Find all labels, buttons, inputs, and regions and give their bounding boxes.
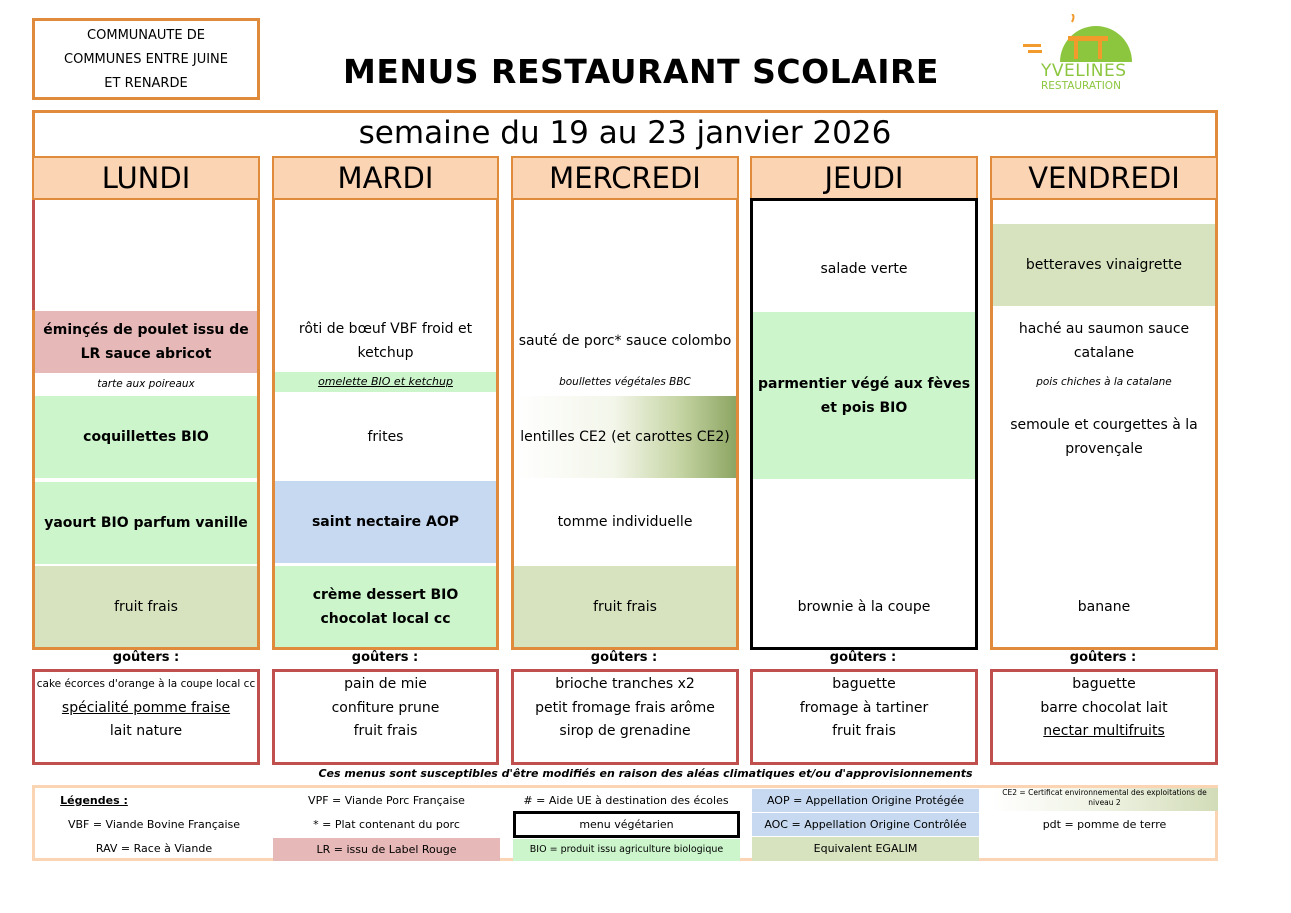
gouter-label-jeudi: goûters : [829, 650, 897, 665]
gouter-label-mercredi: goûters : [590, 650, 658, 665]
empty-starter-cell [32, 200, 254, 310]
gouter-label-mardi: goûters : [351, 650, 419, 665]
legend-aide-ue: # = Aide UE à destination des écoles [523, 794, 729, 807]
day-header-mardi: MARDI [272, 156, 499, 200]
organization-box [32, 18, 260, 100]
legend-vbf: VBF = Viande Bovine Française [67, 818, 241, 831]
legend-bio: BIO = produit issu agriculture biologique [513, 839, 740, 861]
logo-graphic [1020, 14, 1140, 64]
legend-egalim: Equivalent EGALIM [752, 837, 979, 861]
logo-line-2: RESTAURATION [1041, 80, 1121, 92]
gouter-box-vendredi [990, 669, 1218, 765]
yvelines-restauration-logo [1020, 14, 1140, 94]
legend-aop: AOP = Appellation Origine Protégée [752, 789, 979, 812]
gouter-item: cake écorces d'orange à la coupe local cc [36, 678, 256, 690]
main-dish-cell: haché au saumon sauce catalane [1018, 321, 1190, 361]
day-header-mercredi: MERCREDI [511, 156, 739, 200]
day-column-jeudi [750, 198, 978, 650]
gouter-item: confiture prune [331, 699, 440, 716]
gouter-item: lait nature [109, 723, 183, 739]
legend-vpf: VPF = Viande Porc Française [308, 794, 465, 807]
side-dish-cell: coquillettes BIO [35, 396, 257, 478]
gouter-box-jeudi [750, 669, 978, 765]
org-line-1: COMMUNAUTE DE [87, 28, 205, 43]
week-text: semaine du 19 au 23 janvier 2026 [358, 115, 892, 151]
gouter-item: fromage à tartiner [799, 699, 929, 716]
legend-label-rouge: LR = issu de Label Rouge [273, 838, 500, 861]
legend-box [32, 785, 1218, 861]
day-column-lundi [32, 200, 260, 650]
dairy-cell: saint nectaire AOP [275, 481, 496, 563]
main-dish-cell: éminçés de poulet issu de LR sauce abricot [35, 311, 257, 373]
day-header-lundi: LUNDI [32, 156, 260, 200]
legend-rav: RAV = Race à Viande [95, 842, 213, 855]
side-dish-cell: semoule et courgettes à la provençale [1010, 417, 1198, 457]
gouter-item: nectar multifruits [1043, 723, 1165, 739]
gouter-label-vendredi: goûters : [1069, 650, 1137, 665]
dessert-cell: banane [1077, 598, 1131, 615]
gouter-item: baguette [1072, 676, 1136, 692]
legend-porc: * = Plat contenant du porc [313, 818, 460, 831]
main-dish-cell: rôti de bœuf VBF froid et ketchup [298, 321, 473, 361]
starter-cell: salade verte [820, 261, 908, 277]
legend-ce2: CE2 = Certificat environnemental des exploitations de niveau 2 [991, 788, 1218, 811]
vegetarian-alternative-cell: omelette BIO et ketchup [275, 372, 496, 392]
gouter-box-mercredi [511, 669, 739, 765]
day-header-vendredi: VENDREDI [990, 156, 1218, 200]
main-dish-cell: parmentier végé aux fèves et pois BIO [753, 312, 975, 479]
main-dish-cell: sauté de porc* sauce colombo [518, 333, 732, 349]
gouter-label-lundi: goûters : [112, 650, 180, 665]
org-line-2: COMMUNES ENTRE JUINE [64, 52, 228, 67]
disclaimer-note: Ces menus sont susceptibles d'être modifiés en raison des aléas climatiques et/ou d'approvisionnements [318, 767, 973, 780]
gouter-item: brioche tranches x2 [555, 676, 695, 692]
dessert-cell: crème dessert BIO chocolat local cc [275, 566, 496, 647]
logo-line-1: YVELINES [1041, 61, 1127, 81]
vegetarian-alternative-cell: pois chiches à la catalane [1036, 376, 1172, 388]
side-dish-cell: frites [367, 429, 404, 445]
day-column-mardi [272, 200, 499, 650]
gouter-box-mardi [272, 669, 499, 765]
day-column-mercredi [511, 200, 739, 650]
gouter-item: fruit frais [353, 723, 418, 739]
gouter-item: pain de mie [344, 676, 427, 692]
week-banner [32, 110, 1218, 158]
legend-menu-vegetarien: menu végétarien [513, 811, 740, 838]
dessert-cell: brownie à la coupe [797, 599, 931, 615]
dessert-cell: fruit frais [514, 566, 736, 647]
gouter-item: spécialité pomme fraise [61, 699, 231, 716]
gouter-item: petit fromage frais arôme [535, 699, 715, 716]
dairy-cell: yaourt BIO parfum vanille [35, 482, 257, 564]
legend-aoc: AOC = Appellation Origine Contrôlée [752, 813, 979, 836]
gouter-item: barre chocolat lait [1040, 699, 1168, 716]
gouter-item: baguette [832, 676, 896, 692]
gouter-item: sirop de grenadine [559, 723, 691, 739]
gouter-item: fruit frais [832, 723, 896, 739]
vegetarian-alternative-cell: boullettes végétales BBC [559, 376, 691, 388]
org-line-3: ET RENARDE [104, 76, 188, 91]
day-column-vendredi [990, 200, 1218, 650]
dairy-cell: tomme individuelle [557, 514, 693, 530]
dessert-cell: fruit frais [35, 566, 257, 647]
legend-pdt: pdt = pomme de terre [1042, 818, 1167, 831]
page-title: MENUS RESTAURANT SCOLAIRE [343, 52, 939, 91]
legend-title: Légendes : [60, 794, 128, 807]
vegetarian-alternative-cell: tarte aux poireaux [97, 378, 195, 390]
day-header-jeudi: JEUDI [750, 156, 978, 200]
starter-cell: betteraves vinaigrette [993, 224, 1215, 306]
gouter-box-lundi [32, 669, 260, 765]
side-dish-cell: lentilles CE2 (et carottes CE2) [514, 396, 736, 478]
